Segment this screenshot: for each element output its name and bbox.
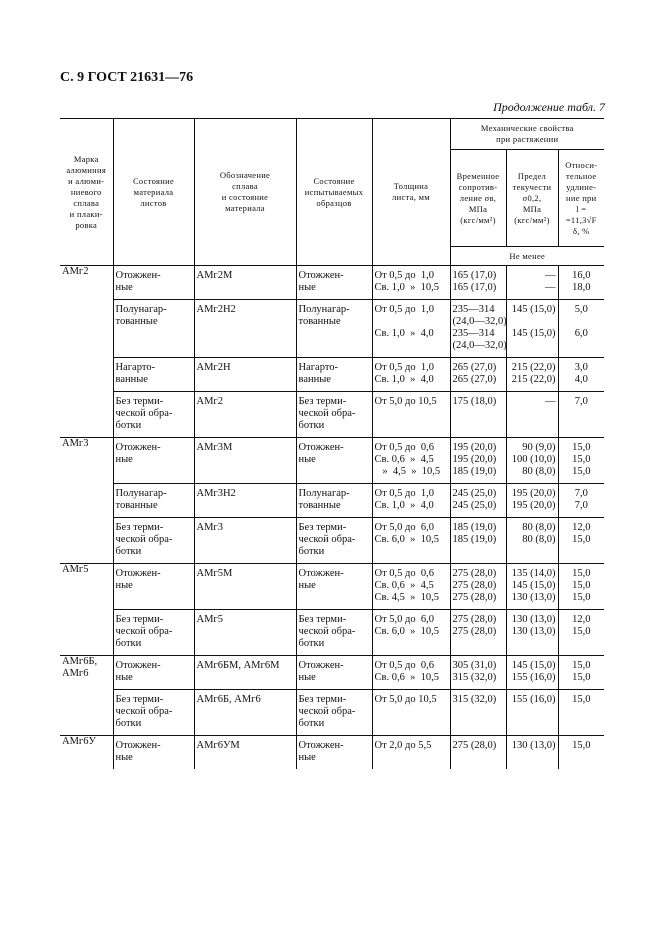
row-yield: 195 (20,0) 195 (20,0) — [506, 484, 558, 518]
row-yield: 130 (13,0) — [506, 736, 558, 770]
row-elongation: 5,0 6,0 — [558, 300, 604, 358]
row-designation: АМг5М — [194, 564, 296, 610]
row-yield: 145 (15,0) 145 (15,0) — [506, 300, 558, 358]
row-sheet-state: Отожжен- ные — [113, 266, 194, 300]
header-designation: Обозначение сплава и состояние материала — [194, 119, 296, 266]
row-elongation: 12,0 15,0 — [558, 610, 604, 656]
row-designation: АМг5 — [194, 610, 296, 656]
row-designation: АМг3Н2 — [194, 484, 296, 518]
row-tensile: 265 (27,0) 265 (27,0) — [450, 358, 506, 392]
row-sheet-state: Отожжен- ные — [113, 656, 194, 690]
row-grade: АМг6У — [60, 736, 113, 770]
header-sheet-state: Состояние материала листов — [113, 119, 194, 266]
row-tensile: 275 (28,0) 275 (28,0) 275 (28,0) — [450, 564, 506, 610]
row-grade: АМг5 — [60, 564, 113, 656]
row-test-state: Без терми- ческой обра- ботки — [296, 610, 372, 656]
row-designation: АМг6БМ, АМг6М — [194, 656, 296, 690]
header-test-state: Состояние испытываемых образцов — [296, 119, 372, 266]
row-test-state: Отожжен- ные — [296, 736, 372, 770]
row-elongation: 15,0 15,0 15,0 — [558, 564, 604, 610]
table-row — [60, 438, 604, 484]
row-grade: АМг2 — [60, 266, 113, 438]
row-thickness: От 5,0 до 6,0 Св. 6,0 » 10,5 — [372, 610, 450, 656]
table-row — [60, 736, 604, 770]
table-row — [60, 564, 604, 610]
table-row — [60, 656, 604, 690]
row-sheet-state: Без терми- ческой обра- ботки — [113, 392, 194, 438]
row-thickness: От 0,5 до 1,0 Св. 1,0 » 4,0 — [372, 484, 450, 518]
row-designation: АМг2Н2 — [194, 300, 296, 358]
table-row — [60, 518, 604, 564]
row-sheet-state: Без терми- ческой обра- ботки — [113, 518, 194, 564]
header-grade: Марка алюминия и алюми- ниевого сплава и плаки- ровка — [60, 119, 113, 266]
row-sheet-state: Отожжен- ные — [113, 438, 194, 484]
row-grade: АМг3 — [60, 438, 113, 564]
row-thickness: От 0,5 до 1,0 Св. 1,0 » 4,0 — [372, 358, 450, 392]
row-sheet-state: Полунагар- тованные — [113, 484, 194, 518]
row-elongation: 16,0 18,0 — [558, 266, 604, 300]
row-tensile: 165 (17,0) 165 (17,0) — [450, 266, 506, 300]
row-yield: 155 (16,0) — [506, 690, 558, 736]
row-sheet-state: Без терми- ческой обра- ботки — [113, 610, 194, 656]
row-elongation: 15,0 — [558, 736, 604, 770]
row-elongation: 12,0 15,0 — [558, 518, 604, 564]
row-test-state: Отожжен- ные — [296, 438, 372, 484]
row-test-state: Полунагар- тованные — [296, 300, 372, 358]
row-test-state: Отожжен- ные — [296, 266, 372, 300]
row-yield: 135 (14,0) 145 (15,0) 130 (13,0) — [506, 564, 558, 610]
row-yield: 145 (15,0) 155 (16,0) — [506, 656, 558, 690]
table-row — [60, 266, 604, 300]
row-tensile: 245 (25,0) 245 (25,0) — [450, 484, 506, 518]
row-tensile: 315 (32,0) — [450, 690, 506, 736]
row-designation: АМг3М — [194, 438, 296, 484]
row-thickness: От 5,0 до 6,0 Св. 6,0 » 10,5 — [372, 518, 450, 564]
row-tensile: 275 (28,0) — [450, 736, 506, 770]
table-row — [60, 610, 604, 656]
row-test-state: Отожжен- ные — [296, 564, 372, 610]
row-sheet-state: Полунагар- тованные — [113, 300, 194, 358]
row-sheet-state: Отожжен- ные — [113, 564, 194, 610]
row-yield: 215 (22,0) 215 (22,0) — [506, 358, 558, 392]
mechanical-properties-table — [60, 118, 604, 769]
table-continuation-label: Продолжение табл. 7 — [493, 100, 605, 114]
row-tensile: 175 (18,0) — [450, 392, 506, 438]
row-tensile: 275 (28,0) 275 (28,0) — [450, 610, 506, 656]
row-elongation: 7,0 — [558, 392, 604, 438]
row-test-state: Без терми- ческой обра- ботки — [296, 518, 372, 564]
row-tensile: 195 (20,0) 195 (20,0) 185 (19,0) — [450, 438, 506, 484]
row-yield: 90 (9,0) 100 (10,0) 80 (8,0) — [506, 438, 558, 484]
row-designation: АМг2М — [194, 266, 296, 300]
row-elongation: 15,0 15,0 15,0 — [558, 438, 604, 484]
page-header: С. 9 ГОСТ 21631—76 — [60, 70, 194, 85]
row-designation: АМг2Н — [194, 358, 296, 392]
row-tensile: 235—314 (24,0—32,0) 235—314 (24,0—32,0) — [450, 300, 506, 358]
table-row — [60, 392, 604, 438]
header-mech-props: Механические свойства при растяжении — [450, 119, 604, 150]
header-yield: Предел текучести σ0,2, МПа (кгс/мм²) — [506, 150, 558, 247]
row-test-state: Без терми- ческой обра- ботки — [296, 392, 372, 438]
row-test-state: Без терми- ческой обра- ботки — [296, 690, 372, 736]
table-body — [60, 266, 604, 770]
row-sheet-state: Нагарто- ванные — [113, 358, 194, 392]
header-tensile: Временное сопротив- ление σв, МПа (кгс/мм²) — [450, 150, 506, 247]
row-thickness: От 5,0 до 10,5 — [372, 690, 450, 736]
row-test-state: Полунагар- тованные — [296, 484, 372, 518]
row-grade: АМг6Б, АМг6 — [60, 656, 113, 736]
row-yield: 80 (8,0) 80 (8,0) — [506, 518, 558, 564]
row-thickness: От 0,5 до 0,6 Св. 0,6 » 4,5 Св. 4,5 » 10,5 — [372, 564, 450, 610]
row-designation: АМг2 — [194, 392, 296, 438]
row-elongation: 7,0 7,0 — [558, 484, 604, 518]
table-row — [60, 484, 604, 518]
table-row — [60, 300, 604, 358]
row-thickness: От 2,0 до 5,5 — [372, 736, 450, 770]
table-row — [60, 690, 604, 736]
row-thickness: От 0,5 до 0,6 Св. 0,6 » 10,5 — [372, 656, 450, 690]
row-designation: АМг6УМ — [194, 736, 296, 770]
row-test-state: Отожжен- ные — [296, 656, 372, 690]
row-thickness: От 0,5 до 1,0 Св. 1,0 » 10,5 — [372, 266, 450, 300]
row-sheet-state: Отожжен- ные — [113, 736, 194, 770]
header-elongation: Относи- тельное удлине- ние при l = =11,3√F δ, % — [558, 150, 604, 247]
row-elongation: 3,0 4,0 — [558, 358, 604, 392]
row-thickness: От 5,0 до 10,5 — [372, 392, 450, 438]
row-elongation: 15,0 — [558, 690, 604, 736]
header-thickness: Толщина листа, мм — [372, 119, 450, 266]
row-yield: — — — [506, 266, 558, 300]
row-test-state: Нагарто- ванные — [296, 358, 372, 392]
row-thickness: От 0,5 до 0,6 Св. 0,6 » 4,5 » 4,5 » 10,5 — [372, 438, 450, 484]
header-not-less: Не менее — [450, 247, 604, 266]
row-elongation: 15,0 15,0 — [558, 656, 604, 690]
table-row — [60, 358, 604, 392]
row-thickness: От 0,5 до 1,0 Св. 1,0 » 4,0 — [372, 300, 450, 358]
row-yield: 130 (13,0) 130 (13,0) — [506, 610, 558, 656]
row-designation: АМг6Б, АМг6 — [194, 690, 296, 736]
row-sheet-state: Без терми- ческой обра- ботки — [113, 690, 194, 736]
row-designation: АМг3 — [194, 518, 296, 564]
row-tensile: 305 (31,0) 315 (32,0) — [450, 656, 506, 690]
row-yield: — — [506, 392, 558, 438]
row-tensile: 185 (19,0) 185 (19,0) — [450, 518, 506, 564]
